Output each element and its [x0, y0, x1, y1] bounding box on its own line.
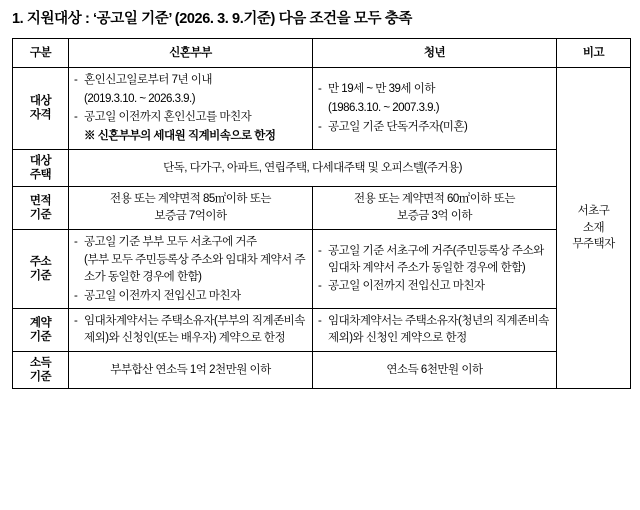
eligibility-table: [12, 38, 631, 390]
cell-eligibility-newlywed: [69, 67, 313, 149]
list-item: [318, 81, 551, 98]
row-label-area: [13, 187, 69, 229]
list-item-text: (1986.3.10. ~ 2007.3.9.): [328, 101, 440, 114]
row-label-contract: [13, 309, 69, 351]
list-item: [74, 313, 307, 346]
list-item: [318, 278, 551, 295]
row-label-line2: 기준: [29, 269, 52, 282]
list-item-text: 공고일 이전까지 전입신고 마친자: [328, 280, 485, 293]
cell-income-newlywed: 부부합산 연소득 1억 2천만원 이하: [69, 351, 313, 389]
list-item: [74, 252, 307, 285]
row-label-line1: 대상: [29, 94, 52, 107]
cell-address-youth: [313, 229, 557, 309]
table-row-housing: [13, 149, 631, 187]
note-line2: 소재: [582, 221, 605, 234]
dash-icon: -: [318, 120, 322, 133]
column-header-category: 구분: [13, 38, 69, 67]
table-row-contract: [13, 309, 631, 351]
dash-icon: -: [318, 280, 322, 293]
area-newlywed-line1: 전용 또는 계약면적 85㎡이하 또는: [110, 193, 271, 206]
row-label-line2: 기준: [29, 330, 52, 343]
list-contract-youth: [318, 313, 551, 346]
list-item-text: 공고일 기준 단독거주자(미혼): [328, 120, 468, 133]
area-newlywed-line2: 보증금 7억이하: [154, 209, 227, 222]
row-label-income: [13, 351, 69, 389]
list-item: [74, 72, 307, 89]
cell-area-newlywed: [69, 187, 313, 229]
dash-icon: -: [318, 83, 322, 96]
dash-icon: -: [74, 235, 78, 248]
area-youth-line1: 전용 또는 계약면적 60㎡이하 또는: [354, 193, 515, 206]
table-header: [13, 38, 631, 67]
list-item-text: (2019.3.10. ~ 2026.3.9.): [84, 92, 196, 105]
cell-income-youth: 연소득 6천만원 이하: [313, 351, 557, 389]
list-eligibility-newlywed: [74, 72, 307, 126]
row-label-line1: 계약: [29, 316, 52, 329]
note-line1: 서초구: [577, 205, 610, 218]
row-label-line1: 소득: [29, 356, 52, 369]
list-item-text: 혼인신고일로부터 7년 이내: [84, 73, 212, 86]
list-eligibility-youth: [318, 81, 551, 135]
cell-contract-newlywed: [69, 309, 313, 351]
list-item: [318, 243, 551, 276]
row-label-line2: 기준: [29, 371, 52, 384]
row-label-eligibility: [13, 67, 69, 149]
column-header-newlywed: 신혼부부: [69, 38, 313, 67]
list-item: [74, 109, 307, 126]
row-label-line2: 기준: [29, 208, 52, 221]
page-title: 1. 지원대상 : ‘공고일 기준’ (2026. 3. 9.기준) 다음 조건을 모두 충족: [12, 11, 412, 27]
dash-icon: -: [74, 73, 78, 86]
dash-icon: -: [74, 111, 78, 124]
list-address-youth: [318, 243, 551, 295]
row-label-line2: 주택: [29, 168, 52, 181]
dash-icon: -: [74, 315, 78, 328]
list-item-text: 공고일 이전까지 혼인신고를 마친자: [84, 111, 252, 124]
list-item-text: 공고일 기준 부부 모두 서초구에 거주: [84, 235, 257, 248]
dash-icon: -: [74, 289, 78, 302]
note-line3: 무주택자: [572, 238, 615, 251]
list-item-text: 공고일 기준 서초구에 거주(주민등록상 주소와 임대차 계약서 주소가 동일한 경우에 한함): [328, 244, 544, 274]
table-header-row: [13, 38, 631, 67]
list-item-text: 만 19세 ~ 만 39세 이하: [328, 83, 435, 96]
table-row-income: [13, 351, 631, 389]
row-label-line1: 대상: [29, 154, 52, 167]
dash-icon: -: [318, 244, 322, 257]
row-label-address: [13, 229, 69, 309]
column-header-note: 비고: [557, 38, 631, 67]
table-body: [13, 67, 631, 389]
dash-icon: -: [318, 315, 322, 328]
row-label-line2: 자격: [29, 109, 52, 122]
list-item-text: (부부 모두 주민등록상 주소와 임대차 계약서 주소가 동일한 경우에 한함): [84, 254, 306, 283]
row-label-housing: [13, 149, 69, 187]
table-row-eligibility: [13, 67, 631, 149]
list-item: [74, 91, 307, 108]
list-item: [318, 313, 551, 346]
list-address-newlywed: [74, 234, 307, 305]
list-item: [74, 234, 307, 251]
list-item-text: 임대차계약서는 주택소유자(부부의 직계존비속 제외)와 신청인(또는 배우자) 계약으로 한정: [84, 315, 305, 344]
cell-address-newlywed: [69, 229, 313, 309]
area-youth-line2: 보증금 3억 이하: [397, 209, 472, 222]
cell-area-youth: [313, 187, 557, 229]
list-item: [318, 100, 551, 117]
row-label-line1: 면적: [29, 194, 52, 207]
eligibility-newlywed-note: ※ 신혼부부의 세대원 직계비속으로 한정: [84, 129, 276, 142]
list-contract-newlywed: [74, 313, 307, 346]
row-label-line1: 주소: [29, 255, 52, 268]
cell-contract-youth: [313, 309, 557, 351]
list-item: [318, 119, 551, 136]
list-item-text: 임대차계약서는 주택소유자(청년의 직계존비속 제외)와 신청인 계약으로 한정: [328, 315, 549, 344]
column-header-youth: 청년: [313, 38, 557, 67]
table-row-area: [13, 187, 631, 229]
cell-housing-merged: 단독, 다가구, 아파트, 연립주택, 다세대주택 및 오피스텔(주거용): [69, 149, 557, 187]
cell-note: [557, 67, 631, 389]
table-row-address: [13, 229, 631, 309]
list-item-text: 공고일 이전까지 전입신고 마친자: [84, 289, 241, 302]
list-item: [74, 288, 307, 305]
cell-eligibility-youth: [313, 67, 557, 149]
